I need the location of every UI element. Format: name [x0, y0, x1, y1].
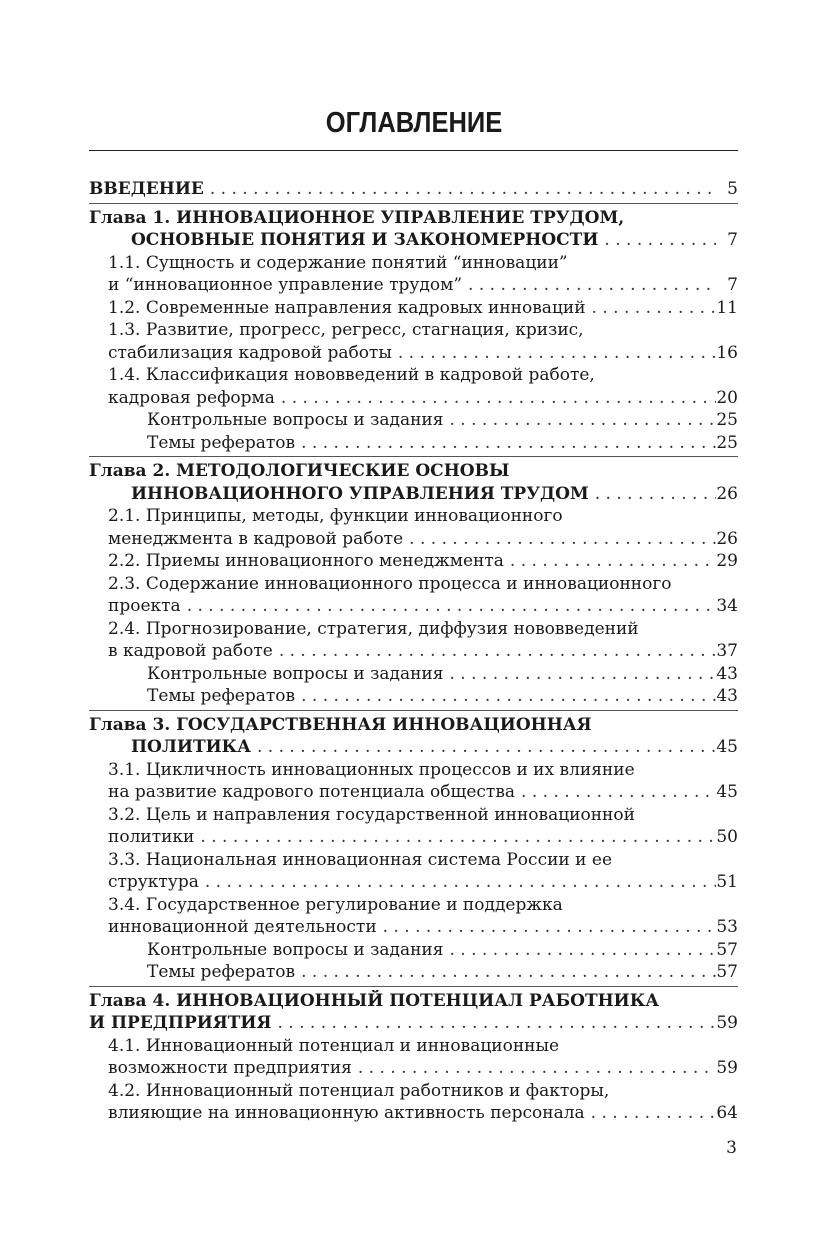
toc-page-number: 57	[716, 962, 738, 982]
page-number: 3	[726, 1138, 737, 1158]
toc-entry-title-continued: в кадровой работе	[108, 641, 273, 661]
toc-entry-title-continued: ПОЛИТИКА	[131, 737, 251, 757]
toc-entry-essays-3[interactable]	[89, 961, 738, 984]
toc-page-number: 29	[716, 551, 738, 571]
toc-page-number: 26	[716, 483, 738, 504]
toc-entry-title: Контрольные вопросы и задания	[147, 939, 444, 960]
toc-page-number: 34	[716, 596, 738, 616]
dot-leader	[585, 1102, 716, 1125]
dot-leader	[295, 961, 716, 984]
dot-leader	[443, 409, 716, 432]
toc-page-number: 64	[716, 1103, 738, 1123]
toc-entry-title: ВВЕДЕНИЕ	[89, 179, 204, 199]
toc-entry-title-continued: стабилизация кадровой работы	[108, 342, 392, 363]
dot-leader	[515, 781, 716, 804]
toc-entry-chapter-4[interactable]	[89, 986, 738, 1035]
toc-entry-title-continued: на развитие кадрового потенциала общества	[108, 782, 516, 802]
table-of-contents	[89, 178, 738, 1125]
toc-entry-section-4-2[interactable]	[89, 1080, 738, 1125]
dot-leader	[295, 432, 716, 455]
toc-entry-section-1-3[interactable]	[89, 319, 738, 364]
toc-entry-title-continued: возможности предприятия	[108, 1058, 352, 1078]
toc-entry-title: Контрольные вопросы и задания	[147, 410, 444, 430]
toc-entry-title: 1.1. Сущность и содержание понятий “инновации”	[108, 252, 568, 273]
toc-entry-title: 3.2. Цель и направления государственной инновационной	[108, 804, 635, 825]
toc-entry-title-continued: влияющие на инновационную активность персонала	[108, 1103, 585, 1123]
toc-entry-section-2-4[interactable]	[89, 618, 738, 663]
toc-entry-title: 2.4. Прогнозирование, стратегия, диффузия нововведений	[108, 618, 639, 639]
toc-page-number: 7	[727, 275, 738, 295]
toc-entry-section-2-1[interactable]	[89, 505, 738, 550]
dot-leader	[392, 342, 716, 365]
toc-entry-title: 4.1. Инновационный потенциал и инновационные	[108, 1035, 560, 1056]
page-title: ОГЛАВЛЕНИЕ	[325, 107, 503, 139]
dot-leader	[275, 387, 716, 410]
title-divider	[89, 150, 738, 151]
toc-page-number: 25	[716, 410, 738, 430]
toc-entry-title: 1.4. Классификация нововведений в кадровой работе,	[108, 365, 595, 385]
dot-leader	[181, 595, 716, 618]
toc-entry-section-2-2[interactable]	[89, 550, 738, 573]
toc-entry-section-4-1[interactable]	[89, 1035, 738, 1080]
toc-page-number: 51	[716, 872, 738, 892]
toc-entry-section-3-4[interactable]	[89, 894, 738, 939]
toc-page-number: 59	[716, 1058, 738, 1078]
toc-entry-title-continued: ИННОВАЦИОННОГО УПРАВЛЕНИЯ ТРУДОМ	[131, 483, 589, 504]
toc-entry-section-1-2[interactable]	[89, 297, 738, 320]
toc-entry-title: 3.4. Государственное регулирование и поддержка	[108, 894, 563, 915]
toc-entry-title: 4.2. Инновационный потенциал работников и факторы,	[108, 1080, 610, 1101]
toc-entry-chapter-1[interactable]	[89, 203, 738, 252]
toc-entry-essays-2[interactable]	[89, 685, 738, 708]
toc-entry-introduction[interactable]	[89, 178, 738, 201]
toc-entry-title: Темы рефератов	[147, 962, 296, 982]
toc-entry-questions-1[interactable]	[89, 409, 738, 432]
dot-leader	[586, 297, 716, 320]
toc-entry-title: 2.3. Содержание инновационного процесса и инновационного	[108, 573, 672, 594]
dot-leader	[251, 736, 716, 759]
toc-page-number: 50	[716, 827, 738, 847]
toc-page-number: 25	[716, 432, 738, 453]
toc-entry-title-continued: инновационной деятельности	[108, 917, 377, 937]
dot-leader	[504, 550, 716, 573]
toc-entry-section-3-1[interactable]	[89, 759, 738, 804]
dot-leader	[352, 1057, 716, 1080]
toc-entry-title-continued: и “инновационное управление трудом”	[108, 275, 463, 295]
toc-page-number: 16	[716, 342, 738, 363]
toc-page-number: 20	[716, 387, 738, 408]
toc-entry-title: Контрольные вопросы и задания	[147, 663, 444, 684]
toc-entry-title: Глава 4. ИННОВАЦИОННЫЙ ПОТЕНЦИАЛ РАБОТНИКА	[89, 990, 660, 1011]
dot-leader	[589, 483, 716, 506]
toc-page-number: 26	[716, 528, 738, 549]
toc-page-number: 7	[727, 230, 738, 250]
toc-entry-title: Глава 1. ИННОВАЦИОННОЕ УПРАВЛЕНИЕ ТРУДОМ,	[89, 207, 625, 228]
dot-leader	[403, 528, 716, 551]
dot-leader	[271, 1012, 716, 1035]
toc-page-number: 59	[716, 1013, 738, 1033]
toc-entry-questions-2[interactable]	[89, 663, 738, 686]
toc-page-number: 53	[716, 917, 738, 937]
toc-page-number: 43	[716, 663, 738, 684]
toc-page-number: 43	[716, 686, 738, 706]
toc-entry-title-continued: ОСНОВНЫЕ ПОНЯТИЯ И ЗАКОНОМЕРНОСТИ	[131, 230, 599, 250]
toc-entry-title: 3.1. Цикличность инновационных процессов и их влияние	[108, 759, 635, 780]
dot-leader	[295, 685, 716, 708]
dot-leader	[194, 826, 716, 849]
dot-leader	[273, 640, 716, 663]
toc-entry-chapter-2[interactable]	[89, 456, 738, 505]
toc-entry-title: Темы рефератов	[147, 432, 296, 453]
toc-entry-section-1-1[interactable]	[89, 252, 738, 297]
toc-entry-essays-1[interactable]	[89, 432, 738, 455]
toc-page-number: 45	[716, 737, 738, 757]
toc-page-number: 11	[716, 297, 738, 318]
dot-leader	[204, 178, 716, 201]
toc-page-number: 37	[716, 641, 738, 661]
toc-entry-questions-3[interactable]	[89, 939, 738, 962]
toc-entry-section-3-3[interactable]	[89, 849, 738, 894]
dot-leader	[462, 274, 716, 297]
toc-entry-section-3-2[interactable]	[89, 804, 738, 849]
toc-entry-title-continued: кадровая реформа	[108, 387, 275, 408]
toc-entry-title: 1.3. Развитие, прогресс, регресс, стагнация, кризис,	[108, 320, 584, 340]
toc-entry-title: 1.2. Современные направления кадровых инноваций	[108, 297, 586, 318]
toc-entry-title: Темы рефератов	[147, 686, 296, 706]
dot-leader	[443, 939, 716, 962]
toc-entry-section-1-4[interactable]	[89, 364, 738, 409]
toc-entry-section-2-3[interactable]	[89, 573, 738, 618]
toc-entry-title-continued: менеджмента в кадровой работе	[108, 528, 404, 549]
toc-entry-title: 2.2. Приемы инновационного менеджмента	[108, 551, 504, 571]
toc-page-number: 45	[716, 782, 738, 802]
toc-entry-title-continued: проекта	[108, 596, 181, 616]
toc-entry-title: 2.1. Принципы, методы, функции инновационного	[108, 506, 563, 526]
toc-entry-title-continued: И ПРЕДПРИЯТИЯ	[89, 1013, 272, 1033]
toc-page-number: 5	[727, 179, 738, 199]
toc-entry-title-continued: политики	[108, 827, 195, 847]
toc-page-number: 57	[716, 939, 738, 960]
dot-leader	[443, 663, 716, 686]
dot-leader	[598, 229, 716, 252]
dot-leader	[377, 916, 716, 939]
dot-leader	[199, 871, 716, 894]
toc-entry-title: Глава 3. ГОСУДАРСТВЕННАЯ ИННОВАЦИОННАЯ	[89, 714, 592, 735]
toc-entry-title: 3.3. Национальная инновационная система России и ее	[108, 849, 613, 870]
toc-entry-title-continued: структура	[108, 872, 199, 892]
toc-entry-chapter-3[interactable]	[89, 710, 738, 759]
toc-entry-title: Глава 2. МЕТОДОЛОГИЧЕСКИЕ ОСНОВЫ	[89, 461, 510, 481]
